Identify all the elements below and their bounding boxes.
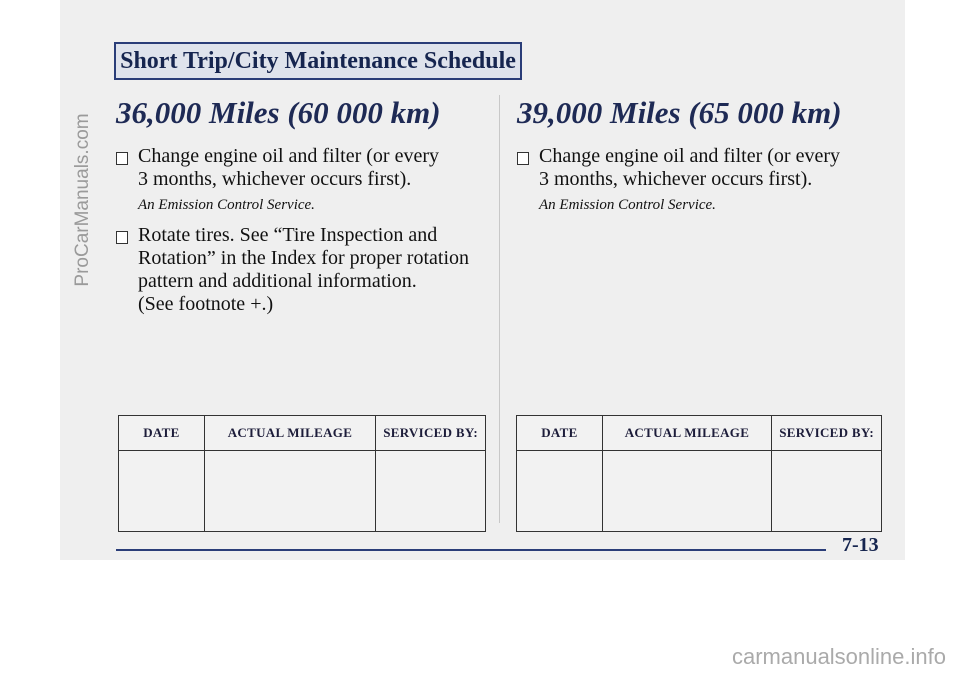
task-text: Rotate tires. See “Tire Inspection and Rotation” in the Index for proper rotation pattern and additional information. (See footnote +.) [138,224,470,315]
date-cell[interactable] [119,451,205,532]
mileage-cell[interactable] [602,451,771,532]
right-column [517,95,887,224]
side-watermark: ProCarManuals.com [72,113,93,287]
col-header-date: DATE [517,416,603,451]
mileage-cell[interactable] [204,451,375,532]
mileage-heading-36000: 36,000 Miles (60 000 km) [116,95,441,130]
task-item [116,145,486,214]
serviced-by-cell[interactable] [772,451,882,532]
checkbox-icon[interactable] [517,152,529,165]
task-item [116,224,486,316]
col-header-serviced-by: SERVICED BY: [772,416,882,451]
page-number: 7-13 [842,534,879,556]
date-cell[interactable] [517,451,603,532]
checkbox-icon[interactable] [116,231,128,244]
col-header-actual-mileage: ACTUAL MILEAGE [204,416,375,451]
task-note: An Emission Control Service. [539,197,716,213]
checkbox-icon[interactable] [116,152,128,165]
service-log-table-left [118,415,486,532]
service-log-table-right [516,415,882,532]
col-header-date: DATE [119,416,205,451]
task-text: Change engine oil and filter (or every 3 months, whichever occurs first). [539,145,840,190]
left-column [116,95,486,316]
bottom-watermark: carmanualsonline.info [731,644,946,669]
task-text: Change engine oil and filter (or every 3 months, whichever occurs first). [138,145,439,190]
serviced-by-cell[interactable] [376,451,486,532]
task-item [517,145,887,214]
section-header: Short Trip/City Maintenance Schedule [114,42,522,80]
mileage-heading-39000: 39,000 Miles (65 000 km) [517,95,842,130]
column-divider [499,95,500,523]
footer-rule [116,549,826,551]
task-note: An Emission Control Service. [138,197,315,213]
col-header-actual-mileage: ACTUAL MILEAGE [602,416,771,451]
col-header-serviced-by: SERVICED BY: [376,416,486,451]
